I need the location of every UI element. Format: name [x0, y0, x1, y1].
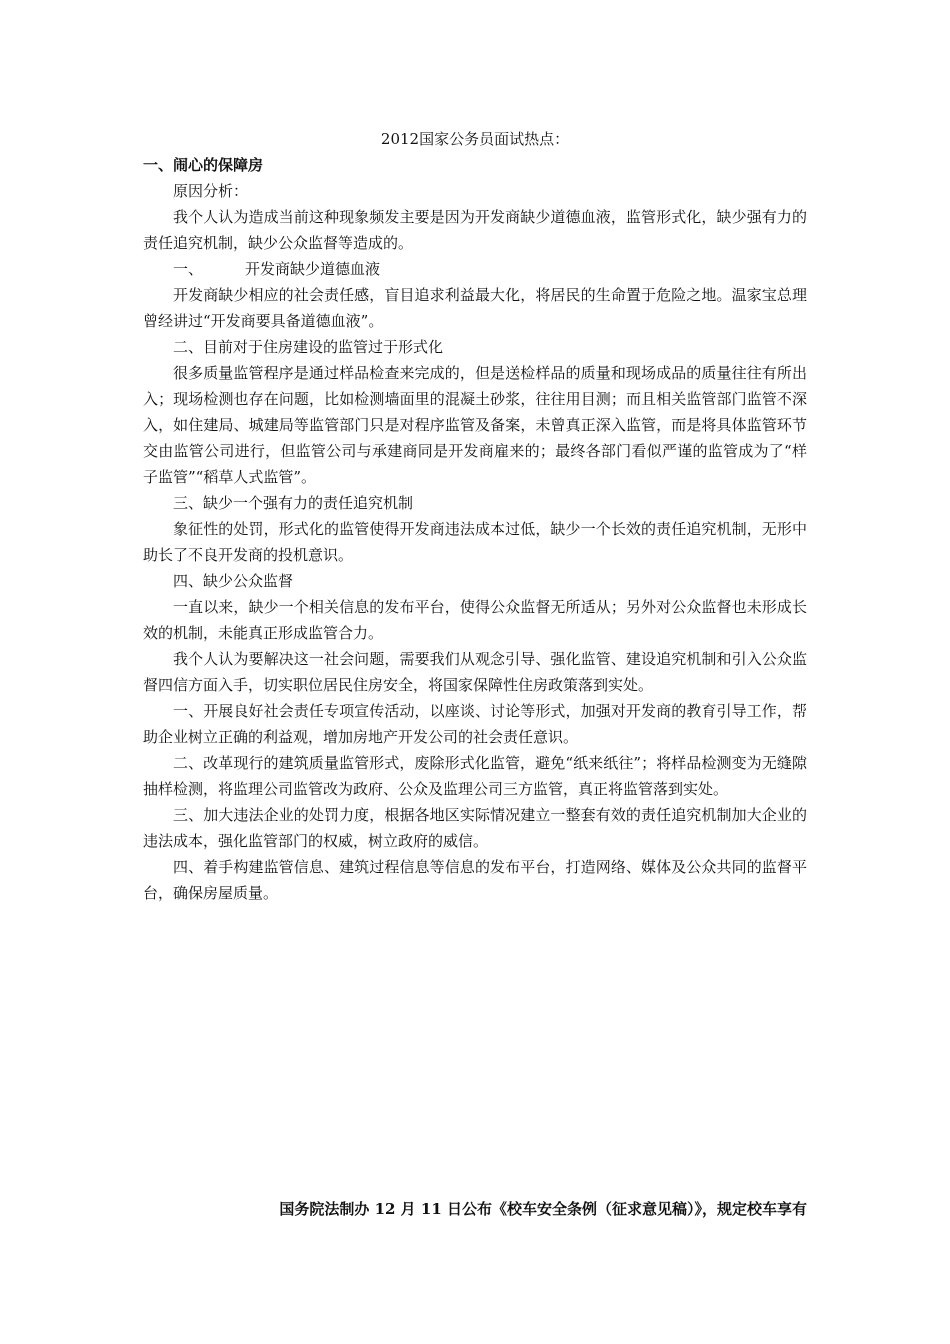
measure-4: 四、着手构建监管信息、建筑过程信息等信息的发布平台，打造网络、媒体及公众共同的监督平台，确保房屋质量。	[143, 858, 807, 902]
document-body	[143, 126, 807, 906]
measure-2: 二、改革现行的建筑质量监管形式，废除形式化监管，避免“纸来纸往”；将样品检测变为无缝隙抽样检测，将监理公司监管改为政府、公众及监理公司三方监管，真正将监管落到实处。	[143, 754, 807, 798]
bottom-bold-line: 国务院法制办 12 月 11 日公布《校车安全条例（征求意见稿）》，规定校车享有	[279, 1200, 807, 1218]
subsection-4-body: 一直以来，缺少一个相关信息的发布平台，使得公众监督无所适从；另外对公众监督也未形成长效的机制，未能真正形成监管合力。	[143, 598, 807, 642]
subsection-1-text: 开发商缺少道德血液	[245, 260, 381, 278]
solution-intro: 我个人认为要解决这一社会问题，需要我们从观念引导、强化监管、建设追究机制和引入公众监督四信方面入手，切实职位居民住房安全，将国家保障性住房政策落到实处。	[143, 650, 807, 694]
subsection-1-title	[143, 256, 807, 282]
subsection-1-body: 开发商缺少相应的社会责任感，盲目追求利益最大化，将居民的生命置于危险之地。温家宝总理曾经讲过“开发商要具备道德血液”。	[143, 286, 807, 330]
subsection-3-body: 象征性的处罚，形式化的监管使得开发商违法成本过低，缺少一个长效的责任追究机制，无形中助长了不良开发商的投机意识。	[143, 520, 807, 564]
measure-1: 一、开展良好社会责任专项宣传活动，以座谈、讨论等形式，加强对开发商的教育引导工作，帮助企业树立正确的利益观，增加房地产开发公司的社会责任意识。	[143, 702, 807, 746]
intro-paragraph: 我个人认为造成当前这种现象频发主要是因为开发商缺少道德血液，监管形式化，缺少强有力的责任追究机制，缺少公众监督等造成的。	[143, 208, 807, 252]
subsection-2-title: 二、目前对于住房建设的监管过于形式化	[173, 338, 444, 356]
subsection-3-title: 三、缺少一个强有力的责任追究机制	[173, 494, 414, 512]
cause-label: 原因分析：	[173, 182, 249, 200]
section-heading: 一、闹心的保障房	[143, 156, 264, 174]
subsection-1-number: 一、	[173, 260, 204, 278]
measure-3: 三、加大违法企业的处罚力度，根据各地区实际情况建立一整套有效的责任追究机制加大企业的违法成本，强化监管部门的权威，树立政府的威信。	[143, 806, 807, 850]
subsection-2-body: 很多质量监管程序是通过样品检查来完成的，但是送检样品的质量和现场成品的质量往往有所出入；现场检测也存在问题，比如检测墙面里的混凝土砂浆，往往用目测；而且相关监管部门监管不深入，如住建局、城建局等监管部门只是对程序监管及备案，未曾真正深入监管，而是将具体监管环节交由监管公司进行，但监管公司与承建商同是开发商雇来的；最终各部门看似严谨的监管成为了“样子监管”“稻草人式监管”。	[143, 364, 807, 486]
subsection-4-title: 四、缺少公众监督	[173, 572, 294, 590]
page-title: 2012国家公务员面试热点：	[380, 130, 570, 148]
